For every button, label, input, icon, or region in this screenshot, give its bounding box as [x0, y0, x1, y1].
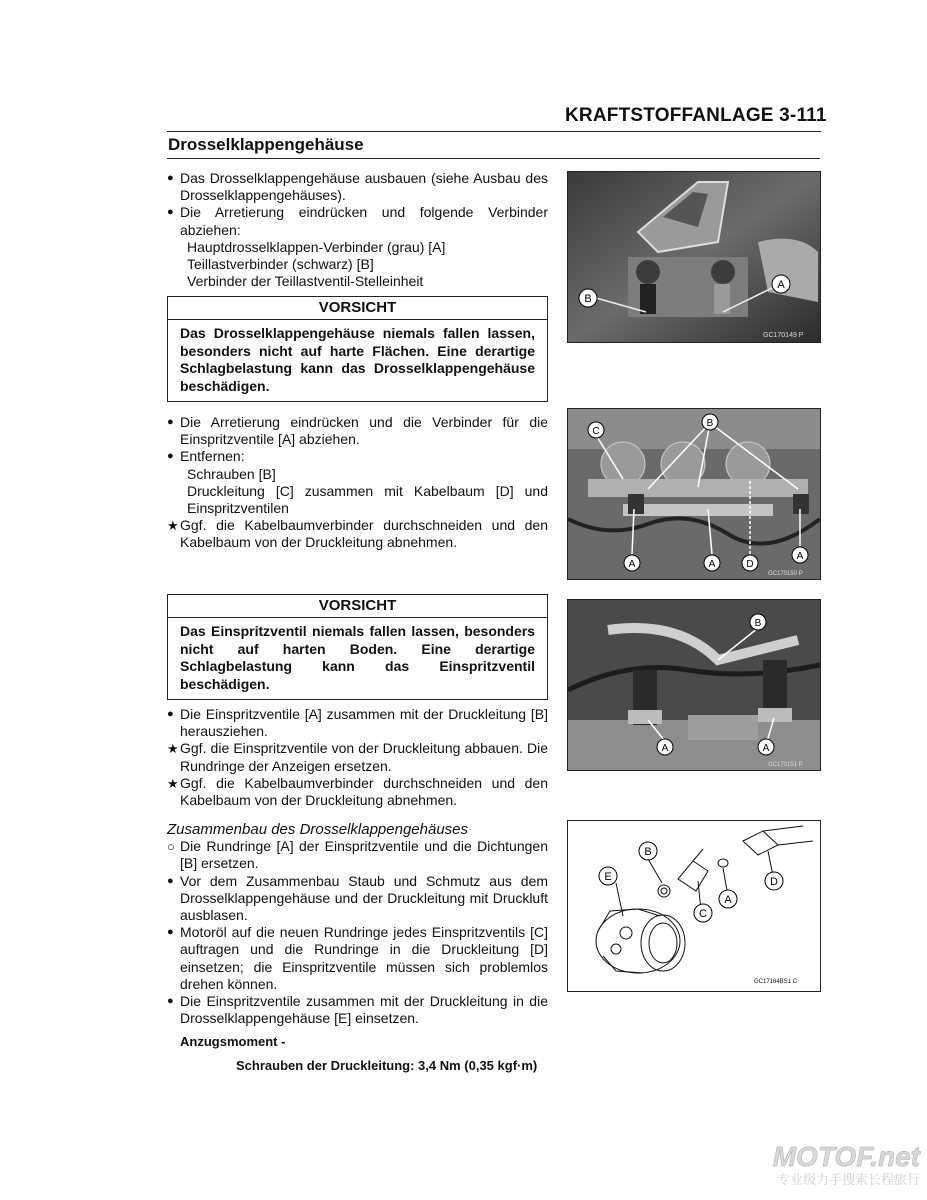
list-item: ● Die Arretierung eindrücken und folgende Verbinder abziehen:: [167, 204, 548, 238]
bullet-icon: ●: [167, 708, 174, 720]
figure-code: GC17164BS1 C: [754, 979, 798, 985]
callout-label: D: [770, 876, 778, 888]
list-item: ★ Ggf. die Kabelbaumverbinder durchschneiden und den Kabelbaum von der Druckleitung abnehmen.: [167, 517, 548, 551]
figure-code: GC170149 P: [763, 332, 804, 339]
text-block-injectors: [167, 706, 548, 809]
text-block-injector-connectors: [167, 414, 548, 552]
list-item: ★ Ggf. die Kabelbaumverbinder durchschneiden und den Kabelbaum von der Druckleitung abnehmen.: [167, 774, 548, 809]
watermark-brand: MOTOF.net: [772, 1141, 920, 1172]
list-item: ● Die Einspritzventile [A] zusammen mit der Druckleitung [B] herausziehen.: [167, 706, 548, 740]
watermark-tagline: 专业级力手搜索长程旅行: [776, 1173, 920, 1188]
callout-label: A: [708, 559, 716, 570]
torque-label: Anzugsmoment -: [180, 1034, 286, 1050]
torque-value: Schrauben der Druckleitung: 3,4 Nm (0,35 kgf·m): [236, 1057, 538, 1073]
list-item: ● Vor dem Zusammenbau Staub und Schmutz aus dem Drosselklappengehäuse und der Druckleitung mit Druckluft ausblasen.: [167, 872, 548, 924]
text-block-assembly: [167, 821, 548, 1074]
callout-label: A: [661, 743, 669, 754]
bullet-icon: ●: [167, 172, 174, 184]
caution-box: [167, 296, 548, 402]
figure-2-photo: [567, 408, 821, 580]
caution-title: VORSICHT: [168, 595, 547, 618]
section-title: Drosselklappengehäuse: [168, 135, 364, 154]
figure-1-photo: [567, 171, 821, 343]
callout-label: B: [754, 618, 762, 629]
list-item: ● Die Einspritzventile zusammen mit der Druckleitung in die Drosselklappengehäuse [E] einsetzen.: [167, 993, 548, 1027]
bullet-icon: ●: [167, 416, 174, 428]
sub-item: Teillastverbinder (schwarz) [B]: [187, 256, 374, 273]
caution-text: Das Einspritzventil niemals fallen lassen, besonders nicht auf harten Boden. Eine derartige Schlagbelastung kann das Einspritzventil beschädigen.: [180, 623, 535, 692]
subsection-title: Zusammenbau des Drosselklappengehäuses: [167, 821, 469, 838]
caution-title: VORSICHT: [168, 297, 547, 320]
caution-box: [167, 594, 548, 700]
section-rule: [167, 158, 820, 159]
callout-label: A: [777, 279, 785, 291]
callout-label: B: [644, 846, 652, 858]
sub-item: Schrauben [B]: [187, 465, 276, 482]
callout-label: A: [762, 743, 770, 754]
watermark-logo: [757, 1138, 922, 1188]
list-item: ● Motoröl auf die neuen Rundringe jedes Einspritzventils [C] auftragen und die Rundringe in die Druckleitung [D] einsetzen; die Einspritzventile müssen sich problemlos drehen können.: [167, 924, 548, 992]
page-header-title: KRAFTSTOFFANLAGE 3-111: [565, 105, 827, 126]
list-item: ★ Ggf. die Einspritzventile von der Druckleitung abbauen. Die Rundringe der Anzeigen ersetzen.: [167, 740, 548, 774]
callout-label: E: [604, 871, 612, 883]
callout-label: C: [592, 426, 600, 437]
bullet-icon: ●: [167, 450, 174, 463]
list-item: ● Entfernen:: [167, 448, 245, 465]
bullet-icon: ●: [167, 995, 174, 1008]
sub-item: Druckleitung [C] zusammen mit Kabelbaum [D] und Einspritzventilen: [187, 482, 548, 517]
bullet-icon: ●: [167, 926, 174, 939]
figure-4-drawing: [567, 820, 821, 992]
callout-label: B: [584, 293, 592, 305]
callout-label: D: [746, 559, 754, 570]
bullet-icon: ●: [167, 874, 174, 887]
list-item: ● Die Arretierung eindrücken und die Verbinder für die Einspritzventile [A] abziehen.: [167, 414, 548, 448]
sub-item: Hauptdrosselklappen-Verbinder (grau) [A]: [187, 238, 446, 255]
caution-text: Das Drosselklappengehäuse niemals fallen lassen, besonders nicht auf harte Flächen. Eine derartige Schlagbelastung kann das Drosselklappengehäuse beschädigen.: [180, 325, 535, 394]
figure-code: GC170150 P: [768, 571, 803, 577]
text-block-removal: [167, 170, 548, 290]
figure-code: GC170151 P: [768, 762, 803, 768]
star-icon: ★: [167, 518, 179, 534]
list-item: ● Das Drosselklappengehäuse ausbauen (siehe Ausbau des Drosselklappengehäuses).: [167, 170, 548, 204]
star-icon: ★: [167, 775, 179, 791]
callout-label: C: [699, 908, 707, 920]
callout-label: A: [796, 551, 804, 562]
star-icon: ★: [167, 741, 179, 757]
bullet-icon: ●: [167, 206, 174, 219]
header-rule: [167, 131, 821, 132]
figure-3-photo: [567, 599, 821, 771]
list-item: ○ Die Rundringe [A] der Einspritzventile und die Dichtungen [B] ersetzen.: [167, 838, 548, 872]
callout-label: A: [628, 559, 636, 570]
sub-item: Verbinder der Teillastventil-Stelleinheit: [187, 273, 424, 290]
callout-label: B: [706, 418, 714, 429]
circle-icon: ○: [167, 839, 175, 855]
callout-label: A: [724, 894, 732, 906]
